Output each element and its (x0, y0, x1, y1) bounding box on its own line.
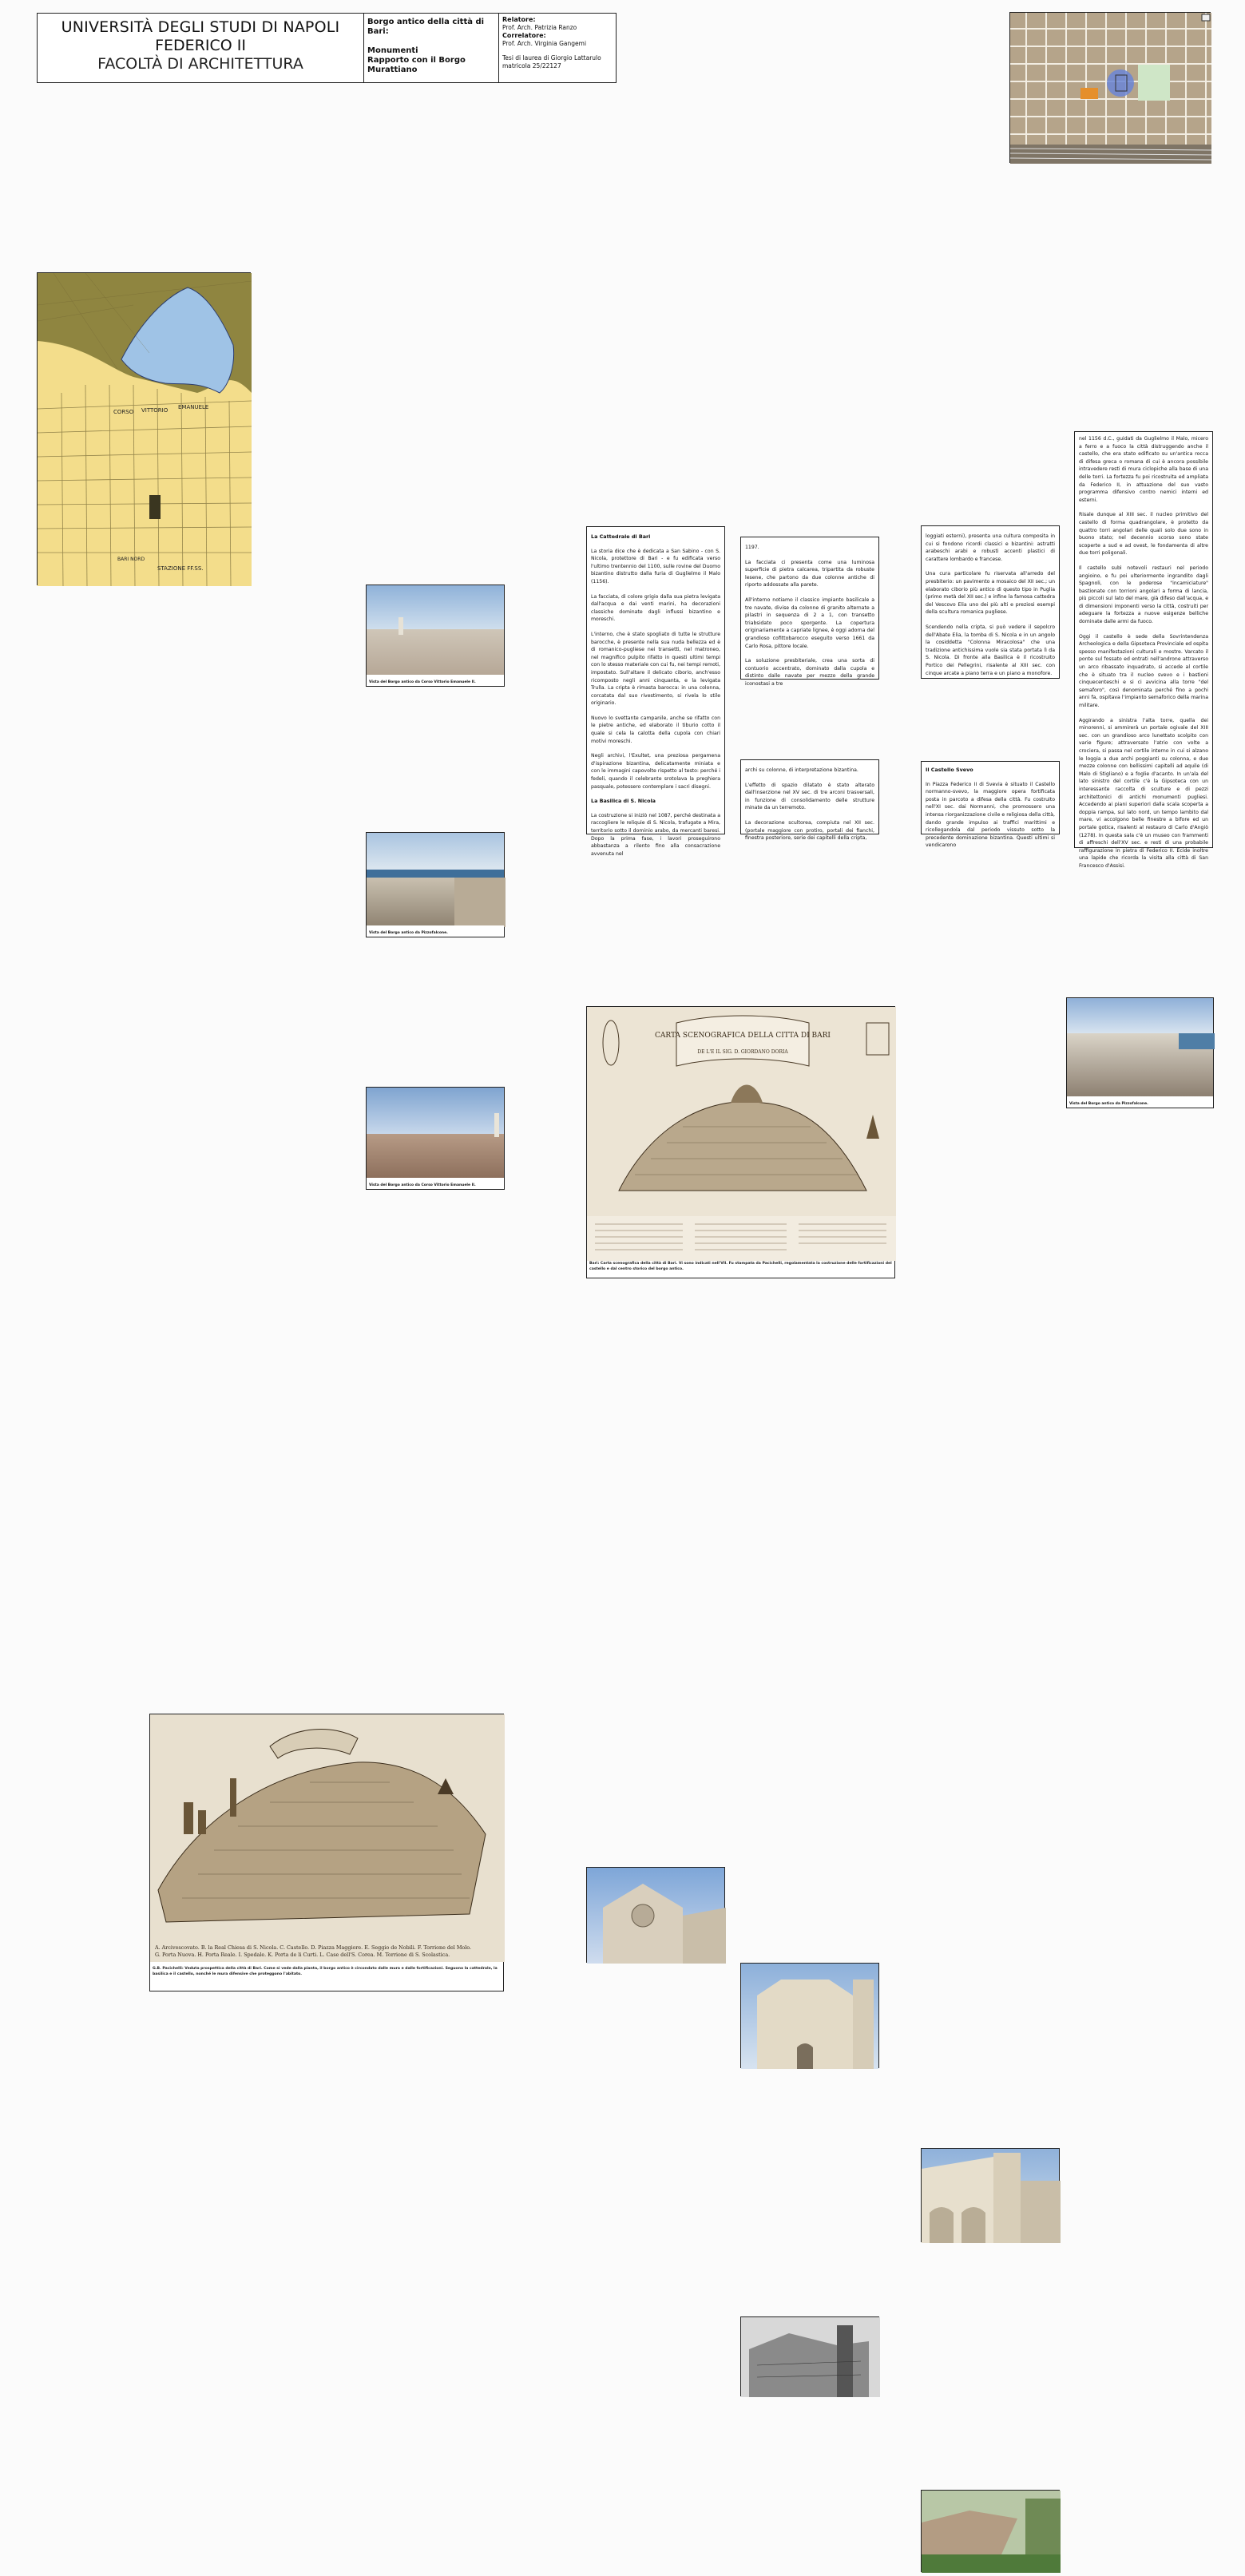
city-map-drawing (38, 273, 252, 586)
heading-basilica: La Basilica di S. Nicola (591, 798, 656, 805)
photo-view-4 (1066, 997, 1214, 1108)
engraving-veduta-bari (149, 1714, 504, 1991)
paragraph: La storia dice che è dedicata a San Sabino - con S. Nicola, protettore di Bari - e fu edificata verso l'ultimo trentennio del 1100, sulle rovine del Duomo bizantino distrutto dalla furia di Guglielmo il Malo (1156). (591, 548, 720, 585)
paragraph: L'interno, che è stato spogliato di tutte le strutture barocche, è presente nella sua nuda bellezza ed è di romanico-pugliese nei transetti, nel matroneo, nel magnifico pulpito rifatto in questi ultimi tempi con lo stesso materiale con cui fu, nei tempi remoti, impostato. Sull'altare il delicato ciborio, anch'esso ricomposto negli anni cinquanta, e la levigata Trulla. La cripta è rimasta barocca: in una colonna, corcatata dal suo rivestimento, si rivela lo stile originario. (591, 631, 720, 707)
paragraph: Il castello subì notevoli restauri nel periodo angioino, e fu poi ulteriormente ingrandito dagli Spagnoli, con le poderose "incamiciature" bastionate con torrioni angolari a forma di lancia, più piccoli sul lato del mare, già difeso dall'acqua, e di dimensioni imponenti verso la città, costruiti per adeguare la fortezza a nuove esigenze belliche dominate dalle armi da fuoco. (1079, 565, 1208, 625)
university-name: UNIVERSITÀ DEGLI STUDI DI NAPOLI (61, 18, 340, 36)
correlatore-name: Prof. Arch. Virginia Gangemi (502, 40, 587, 47)
photo-castello (921, 2490, 1060, 2572)
text-column-1 (586, 526, 725, 857)
correlatore-label: Correlatore: (502, 32, 546, 39)
heading-castello: Il Castello Svevo (926, 767, 973, 773)
photo-basilica-bw (740, 2316, 879, 2396)
relatore-name: Prof. Arch. Patrizia Ranzo (502, 24, 577, 31)
engraving-bottom-drawing (150, 1714, 505, 1962)
paragraph: Una cura particolare fu riservata all'arredo del presbiterio: un pavimento a mosaico del XII sec.; un elaborato ciborio più antico di questo tipo in Puglia (primo metà del XII sec.) e infine la famosa cattedra del Vescovo Elia uno dei più alti e preziosi esempi della scultura romanica pugliese. (926, 571, 1055, 616)
paragraph: archi su colonne, di interpretazione bizantina. (745, 767, 858, 773)
photo-view-3 (366, 1087, 505, 1190)
paragraph: Oggi il castello è sede della Sovrintendenza Archeologica e della Gipsoteca Provinciale ed ospita spesso manifestazioni culturali e mostre. Varcato il ponte sul fossato ed entrati nell'androne attraverso un arco ribassato inquadrato, si accede al cortile che è situato tra il nucleo svevo e i bastioni cinquecenteschi e si ci avvicina alla torre "del semaforo", così denominata perché fino a pochi anni fa, ospitava l'impianto semaforico della marina militare. (1079, 633, 1208, 708)
location-map-drawing (1010, 13, 1211, 164)
engraving-banner: CARTA SCENOGRAFICA DELLA CITTA DI BARI (655, 1032, 831, 1040)
relatore-label: Relatore: (502, 16, 536, 23)
photo-view-1 (366, 585, 505, 687)
photo-cattedrale (586, 1867, 725, 1963)
paragraph: La facciata ci presenta come una luminosa superficie di pietra calcarea, tripartita da robuste lesene, che partono da due colonne antiche di riporto addossate alla parete. (745, 559, 874, 589)
engraving-legend-1: A. Arcivescovato. B. la Real Chiesa di S. Nicola. C. Castello. D. Piazza Maggiore. E. Seggio de Nobili. F. Torrione del Molo. (155, 1944, 472, 1951)
supervisors-box (498, 13, 617, 83)
faculty-name: FACOLTÀ DI ARCHITETTURA (97, 55, 303, 73)
paragraph: loggiati esterni), presenta una cultura composita in cui si fondono ricordi classici e bizantini: astratti arabeschi arabi e robusti accenti plastici di carattere lombardo e francese. (926, 533, 1055, 562)
photo-caption-3: Vista del Borgo antico da Corso Vittorio Emanuele II. (369, 1183, 476, 1187)
text-column-3b (921, 761, 1060, 849)
paragraph: nel 1156 d.C., guidati da Guglielmo il Malo, micero a ferro e a fuoco la città distruggendo anche il castello, che era stato edificato su un'antica rocca di difesa greca o romana di cui è ancora possibile intravedere resti di mura ciclopiche alla base di una delle torri. La fortezza fu poi ricostruita ed ampliata da Federico II, in attuazione del suo vasto programma difensivo contro nemici interni ed esterni. (1079, 436, 1208, 503)
photo-basilica-side (921, 2148, 1060, 2242)
engraving-top-drawing (587, 1007, 896, 1261)
paragraph: La decorazione scultorea, compiuta nel XII sec. (portale maggiore con protiro, portali dei fianchi, finestra posteriore, serie dei capitelli della cripta, (745, 819, 874, 842)
paragraph: Aggirando a sinistra l'alta torre, quella dei minorenni, si ammirerà un portale ogivale del XIII sec. con un grandioso arco lunettato scolpito con varie figure; attraversato l'atrio con volte a crociera, si passa nel cortile interno in cui si alzano le loggia a due archi poggianti su colonna, e due mezze colonne con bellissimi capitelli ad aquile (di Malo di Stigliano) e a foglie d'acanto. In un'ala del lato sinistro del cortile c'è la Gipsoteca con un interessante raccolta di sculture e di pezzi architettonici di antichi monumenti pugliesi. Accedendo ai piani superiori dalla scala scoperta a doppia rampa, sul lato nord, un tempo lambito dal mare, vi accolgono belle finestre a bifore ed un portale gotica, risalenti al restauro di Carlo d'Angiò (1278). In questa sala c'è un museo con frammenti di affreschi dell'XV sec. e resti di una probabile raffigurazione in pietra di Federico II. Ecide inoltre una lapide che ricorda la visita alla città di San Francesco d'Assisi. (1079, 717, 1208, 869)
university-name-2: FEDERICO II (155, 37, 246, 54)
paragraph: La soluzione presbiteriale, crea una sorta di contuorio accentrato, dominato dalla cupola e distinto dalle navate per mezzo della grande iconostasi a tre (745, 658, 874, 687)
location-map (1009, 12, 1211, 163)
paragraph: Negli archivi, l'Exultet, una preziosa pergamena d'ispirazione bizantina, delicatamente miniata e con le immagini capovolte rispetto al testo: perché i fedeli, quando il celebrante srotolava la preghiera pasquale, potessero contemplare i sacri disegni. (591, 753, 720, 790)
text-column-2b (740, 759, 879, 842)
photo-basilica (740, 1963, 879, 2068)
paragraph: La costruzione si iniziò nel 1087, perché destinata a raccogliere le reliquie di S. Nicola, trafugate a Mira, territorio sotto il dominio arabo, da mercanti baresi. Dopo la prima fase, i lavori proseguirono abbastanza a rilento fino alla consacrazione avvenuta nel (591, 812, 720, 857)
engraving-carta-scenografica (586, 1006, 895, 1278)
thesis-title-3: Rapporto con il Borgo (367, 56, 466, 65)
paragraph: In Piazza Federico II di Svevia è situato il Castello normanno-svevo, la maggiore opera fortificata posta in parcoto a difesa della città. Fu costruito nell'XI sec. dai Normanni, che promossero una intensa riorganizzazione civile e religiosa della città, dando grande impulso ai traffici marittimi e ricollegandola dal periodo vissuto sotto la precedente dominazione bizantina. Questi ultimi si vendicarono (926, 781, 1055, 849)
engraving-top-caption: Bari: Carta scenografica della città di Bari. Vi sono indicati nell'VII. Fu stampata da Pacichelli, regolamentata la costruzione delle fortificazioni del castello e dal centro storico del borgo antico. (589, 1262, 892, 1271)
map-label-corso: CORSO (113, 409, 134, 415)
photo-view-2 (366, 832, 505, 937)
text-column-2a (740, 537, 879, 687)
paragraph: All'interno notiamo il classico impianto basilicale a tre navate, divise da colonne di granito alternate a pilastri in sequenza di 2 a 1, con transetto triabsidato poco sporgente. La copertura originariamente a capriate lignee, è oggi adorna del grandioso cofittobarocco eseguito verso 1661 da Carlo Rosa, pittore locale. (745, 596, 874, 649)
map-label-bari-nord: BARI NORD (117, 557, 145, 562)
photo-caption-2: Vista del Borgo antico da Pizzofalcone. (369, 931, 448, 935)
university-header (37, 13, 364, 83)
thesis-title-4: Murattiano (367, 65, 418, 74)
matricola: matricola 25/22127 (502, 62, 561, 69)
engraving-legend-2: G. Porta Nuova. H. Porta Reale. I. Spedale. K. Porta de li Curti. L. Case dell'S. Corea. M. Torrione di S. Scolastica. (155, 1952, 450, 1958)
paragraph: La facciata, di colore grigio dalla sua pietra levigata dall'acqua e dai venti marini, ha decorazioni classiche dominate dagli influssi bizantino e moreschi. (591, 593, 720, 623)
city-map (37, 272, 251, 585)
paragraph: 1197. (745, 545, 759, 550)
paragraph: Nuovo lo svettante campanile, anche se rifatto con le pietre antiche, ed elaborato il tiburio cotto il quale si cela la calotta della cupola con chiari motivi moreschi. (591, 715, 720, 744)
engraving-bottom-caption: G.B. Pacichelli: Veduta prospettica della città di Bari. Come si vede dalla pianta, il borgo antico è circondato dalle mura e dalle fortificazioni. Seguono la cattedrale, la basilica e il castello, nonché le mura difensive che proteggono l'abitato. (153, 1967, 498, 1976)
paragraph: Scendendo nella cripta, si può vedere il sepolcro dell'Abate Elia, la tomba di S. Nicola e in un angolo la cosiddetta "Colonna Miracolosa" che una tradizione antichissima vuole sia stata portata lì da S. Nicola. Di fronte alla Basilica è il ricostruito Portico dei Pellegrini, risalente al XIII sec. con cinque arcate a piano terra e un piano a monofore. (926, 624, 1055, 676)
paragraph: Risale dunque al XIII sec. il nucleo primitivo del castello di forma quadrangolare, è protetto da quattro torri angolari delle quali solo due sono in buono stato; nel decennio scorso sono state scoperte a sud e ad ovest, le fondamenta di altre due torri poligonali. (1079, 512, 1208, 557)
text-column-3a (921, 525, 1060, 679)
paragraph: L'effetto di spazio dilatato è stato alterato dall'inserzione nel XV sec. di tre arconi trasversali, in funzione di consolidamento delle strutture minate da un terremoto. (745, 782, 874, 811)
map-label-emanuele: EMANUELE (178, 404, 209, 410)
thesis-title-2: Monumenti (367, 46, 418, 55)
thesis-author: Tesi di laurea di Giorgio Lattarulo (502, 54, 601, 61)
map-label-stazione: STAZIONE FF.SS. (157, 565, 204, 572)
photo-caption-1: Vista del Borgo antico da Corso Vittorio Emanuele II. (369, 680, 476, 684)
thesis-title-box (363, 13, 499, 83)
engraving-subtitle: DE L'E IL SIG. D. GIORDANO DORIA (697, 1049, 788, 1055)
map-label-vittorio: VITTORIO (141, 407, 169, 414)
text-column-4 (1074, 431, 1213, 869)
photo-caption-4: Vista del Borgo antico da Pizzofalcone. (1069, 1102, 1148, 1106)
thesis-title-1: Borgo antico della città di Bari: (367, 18, 485, 36)
heading-cattedrale: La Cattedrale di Bari (591, 533, 651, 540)
